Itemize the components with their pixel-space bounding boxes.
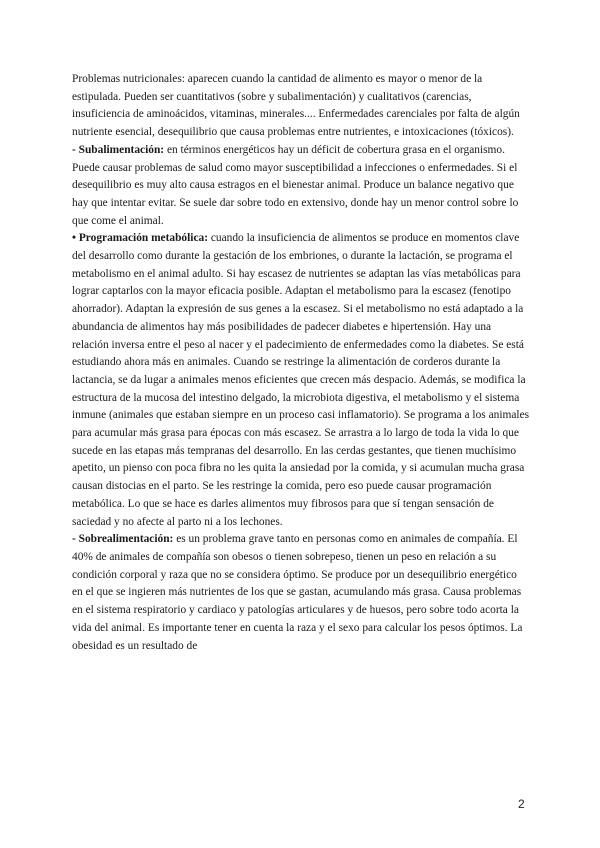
page-number: 2 bbox=[518, 797, 525, 811]
intro-paragraph: Problemas nutricionales: aparecen cuando la cantidad de alimento es mayor o menor de la estipulada. Pueden ser cuantitativos (sobre y subalimentación) y cualitativos (carencias, insuficiencia de aminoácidos, vitaminas, minerales.... Enfermedades carenciales por falta de algún nutriente esencial, desequilibrio que causa problemas entre nutrientes, e intoxicaciones (tóxicos). bbox=[72, 73, 520, 139]
section-heading: - Subalimentación: bbox=[72, 143, 165, 156]
section-sobrealimentacion bbox=[72, 531, 530, 655]
section-programacion-metabolica bbox=[72, 230, 530, 531]
section-text: cuando la insuficiencia de alimentos se produce en momentos clave del desarrollo como durante la gestación de los embriones, o durante la lactación, se programa el metabolismo en el animal adulto. Si hay escasez de nutrientes se adaptan las vías metabólicas para lograr captarlos con la mayor eficacia posible. Adaptan el metabolismo para la escasez (fenotipo ahorrador). Adaptan la expresión de sus genes a la escasez. Si el metabolismo no está adaptado a la abundancia de alimentos hay más posibilidades de padecer diabetes e hipertensión. Hay una relación inversa entre el peso al nacer y el padecimiento de enfermedades como la diabetes. Se está estudiando ahora más en animales. Cuando se restringe la alimentación de corderos durante la lactancia, se da lugar a animales menos eficientes que crecen más despacio. Además, se modifica la estructura de la mucosa del intestino delgado, la microbiota digestiva, el metabolismo y el sistema inmune (animales que estaban siempre en un proceso casi inflamatorio). Se programa a los animales para acumular más grasa para épocas con más escasez. Se arrastra a lo largo de toda la vida lo que sucede en las etapas más tempranas del desarrollo. En las cerdas gestantes, que tienen muchísimo apetito, un pienso con poca fibra no les quita la ansiedad por la comida, y si acumulan mucha grasa causan distocias en el parto. Se les restringe la comida, pero eso puede causar programación metabólica. Lo que se hace es darles alimentos muy fibrosos para que sí tengan sensación de saciedad y no afecte al parto ni a los lechones. bbox=[72, 232, 530, 528]
section-heading: • Programación metabólica: bbox=[72, 232, 209, 245]
section-heading: - Sobrealimentación: bbox=[72, 533, 174, 546]
section-subalimentacion bbox=[72, 142, 530, 231]
document-body bbox=[72, 71, 530, 655]
section-text: es un problema grave tanto en personas como en animales de compañía. El 40% de animales de compañía son obesos o tienen sobrepeso, tienen un peso en relación a su condición corporal y raza que no se considera óptimo. Se produce por un desequilibrio energético en el que se ingieren más nutrientes de los que se gastan, acumulando más grasa. Causa problemas en el sistema respiratorio y cardiaco y patologías articulares y de huesos, pero sobre todo acorta la vida del animal. Es importante tener en cuenta la raza y el sexo para calcular los pesos óptimos. La obesidad es un resultado de bbox=[72, 533, 523, 652]
section-text: en términos energéticos hay un déficit de cobertura grasa en el organismo. Puede causar problemas de salud como mayor susceptibilidad a infecciones o enfermedades. Si el desequilibrio es muy alto causa estragos en el bienestar animal. Produce un balance negativo que hay que intentar evitar. Se suele dar sobre todo en extensivo, donde hay un menor control sobre lo que come el animal. bbox=[72, 143, 519, 227]
